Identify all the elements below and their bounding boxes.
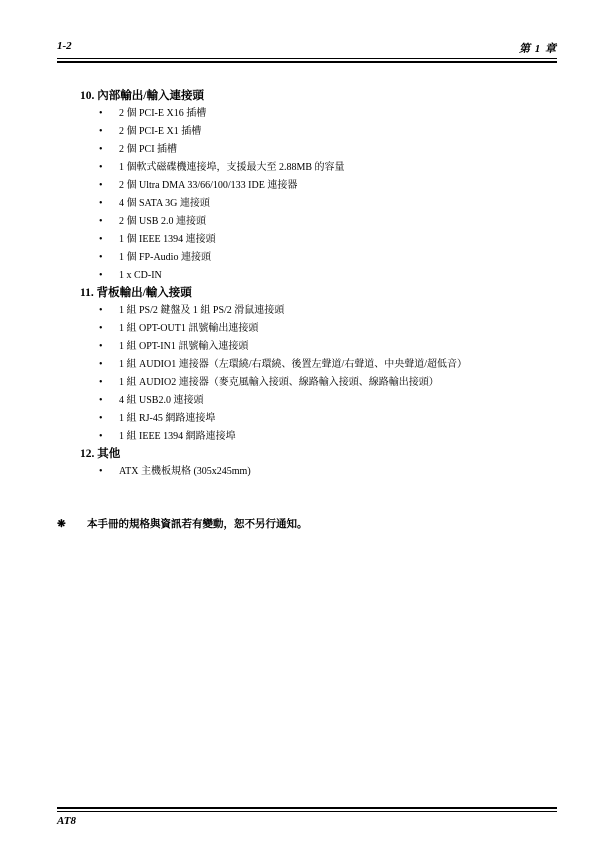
list-item-text: 1 組 AUDIO2 連接器（麥克風輸入接頭、線路輸入接頭、線路輸出接頭） bbox=[119, 377, 439, 388]
list-item-text: 1 個 FP-Audio 連接頭 bbox=[119, 252, 211, 263]
section-title: 12. 其他 bbox=[80, 448, 121, 460]
bullet-icon: • bbox=[99, 144, 103, 155]
list-item bbox=[80, 123, 550, 141]
bullet-icon: • bbox=[99, 252, 103, 263]
bullet-icon: • bbox=[99, 108, 103, 119]
footer-model: AT8 bbox=[57, 815, 76, 827]
bullet-icon: • bbox=[99, 162, 103, 173]
list-item bbox=[80, 338, 550, 356]
disclaimer-text: 本手冊的規格與資訊若有變動，恕不另行通知。 bbox=[87, 519, 308, 530]
list-item bbox=[80, 302, 550, 320]
list-item bbox=[80, 392, 550, 410]
list-item bbox=[80, 410, 550, 428]
list-item bbox=[80, 159, 550, 177]
bullet-icon: • bbox=[99, 341, 103, 352]
list-item bbox=[80, 177, 550, 195]
list-item bbox=[80, 249, 550, 267]
list-item-text: 2 個 PCI-E X16 插槽 bbox=[119, 108, 207, 119]
footer-rule-thin bbox=[57, 811, 557, 812]
list-item bbox=[80, 267, 550, 285]
bullet-icon: • bbox=[99, 198, 103, 209]
list-item-text: 1 x CD-IN bbox=[119, 270, 162, 281]
page-header bbox=[57, 40, 557, 58]
bullet-icon: • bbox=[99, 359, 103, 370]
list-item-text: 1 個軟式磁碟機連接埠，支援最大至 2.88MB 的容量 bbox=[119, 162, 345, 173]
list-item-text: ATX 主機板規格 (305x245mm) bbox=[119, 466, 251, 477]
section-back-panel-io bbox=[80, 285, 550, 446]
list-item-text: 1 組 RJ-45 網路連接埠 bbox=[119, 413, 216, 424]
bullet-icon: • bbox=[99, 413, 103, 424]
list-item bbox=[80, 141, 550, 159]
asterisk-icon: ❋ bbox=[57, 519, 66, 530]
header-rule-thin bbox=[57, 58, 557, 59]
bullet-icon: • bbox=[99, 323, 103, 334]
bullet-icon: • bbox=[99, 395, 103, 406]
bullet-icon: • bbox=[99, 180, 103, 191]
list-item bbox=[80, 231, 550, 249]
bullet-icon: • bbox=[99, 126, 103, 137]
list-item-text: 4 個 SATA 3G 連接頭 bbox=[119, 198, 210, 209]
section-title: 10. 內部輸出/輸入連接頭 bbox=[80, 90, 204, 102]
list-item-text: 1 組 PS/2 鍵盤及 1 組 PS/2 滑鼠連接頭 bbox=[119, 305, 285, 316]
section-internal-io bbox=[80, 88, 550, 285]
header-rule-thick bbox=[57, 61, 557, 63]
list-item-text: 2 個 Ultra DMA 33/66/100/133 IDE 連接器 bbox=[119, 180, 298, 191]
list-item-text: 2 個 USB 2.0 連接頭 bbox=[119, 216, 206, 227]
list-item bbox=[80, 463, 550, 481]
list-item bbox=[80, 356, 550, 374]
list-item-text: 2 個 PCI 插槽 bbox=[119, 144, 178, 155]
bullet-icon: • bbox=[99, 431, 103, 442]
bullet-icon: • bbox=[99, 234, 103, 245]
list-item bbox=[80, 105, 550, 123]
bullet-icon: • bbox=[99, 305, 103, 316]
bullet-icon: • bbox=[99, 216, 103, 227]
list-item-text: 1 組 OPT-OUT1 訊號輸出連接頭 bbox=[119, 323, 259, 334]
footer-rule-thick bbox=[57, 807, 557, 809]
list-item-text: 4 組 USB2.0 連接頭 bbox=[119, 395, 204, 406]
chapter-label: 第 1 章 bbox=[519, 43, 557, 55]
list-item-text: 1 組 AUDIO1 連接器（左環繞/右環繞、後置左聲道/右聲道、中央聲道/超低音） bbox=[119, 359, 468, 370]
list-item-text: 1 個 IEEE 1394 連接頭 bbox=[119, 234, 216, 245]
bullet-icon: • bbox=[99, 466, 103, 477]
bullet-icon: • bbox=[99, 270, 103, 281]
list-item bbox=[80, 374, 550, 392]
section-title: 11. 背板輸出/輸入接頭 bbox=[80, 287, 192, 299]
list-item bbox=[80, 320, 550, 338]
list-item-text: 1 組 IEEE 1394 網路連接埠 bbox=[119, 431, 236, 442]
bullet-icon: • bbox=[99, 377, 103, 388]
spec-list bbox=[80, 88, 550, 481]
list-item bbox=[80, 428, 550, 446]
section-other bbox=[80, 446, 550, 481]
list-item bbox=[80, 213, 550, 231]
page-number: 1-2 bbox=[57, 40, 72, 52]
list-item bbox=[80, 195, 550, 213]
list-item-text: 1 組 OPT-IN1 訊號輸入連接頭 bbox=[119, 341, 249, 352]
list-item-text: 2 個 PCI-E X1 插槽 bbox=[119, 126, 202, 137]
